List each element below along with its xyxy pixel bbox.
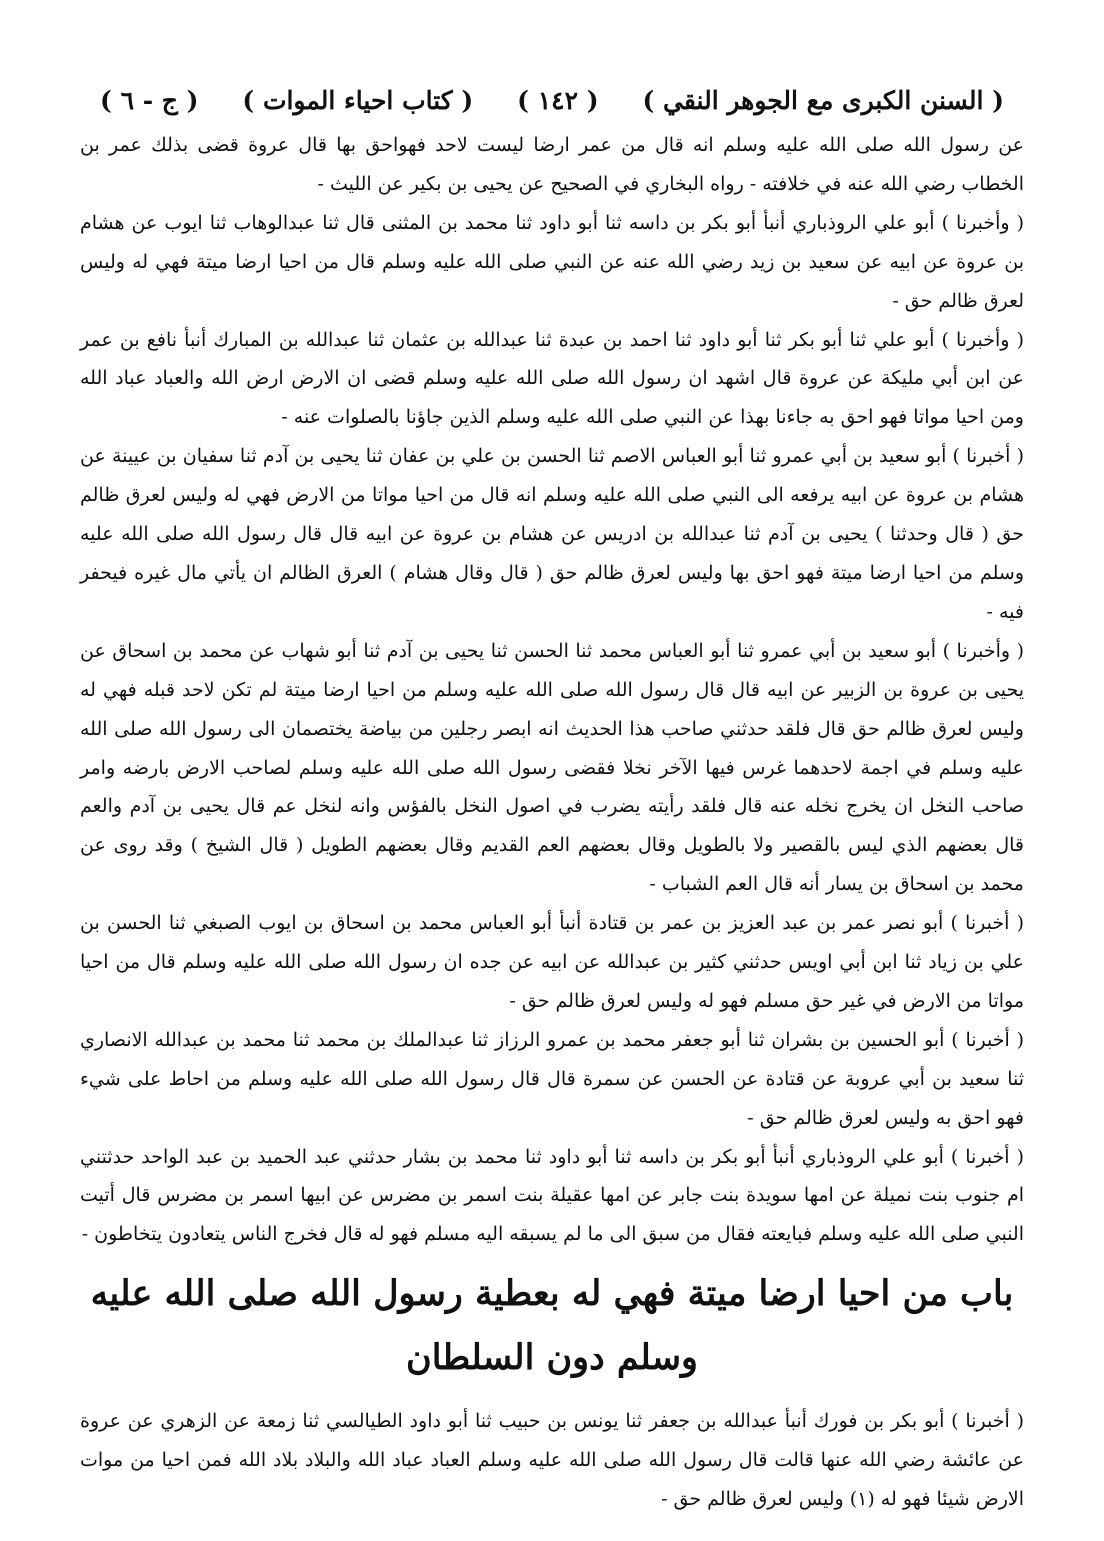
- paragraph: ( وأخبرنا ) أبو علي ثنا أبو بكر ثنا أبو داود ثنا احمد بن عبدة ثنا عبدالله بن عثمان ثنا عبدالله بن المبارك أنبأ نافع بن عمر عن ابن أبي مليكة عن عروة قال اشهد ان رسول الله صلى الله عليه وسلم قضى ان الارض ارض الله والعباد عباد الله ومن احيا مواتا فهو احق به جاءنا بهذا عن النبي صلى الله عليه وسلم الذين جاؤنا بالصلوات عنه -: [80, 328, 1024, 429]
- chapter-heading-line-2: وسلم دون السلطان: [406, 1337, 698, 1378]
- paragraph: ( أخبرنا ) أبو الحسين بن بشران ثنا أبو جعفر محمد بن عمرو الرزاز ثنا عبدالملك بن محمد ثنا محمد بن عبدالله الانصاري ثنا سعيد بن أبي عروبة عن قتادة عن الحسن عن سمرة قال قال رسول الله صلى الله عليه وسلم من احاط على شيء فهو احق به وليس لعرق ظالم حق -: [80, 1028, 1024, 1129]
- header-book-title: ( السنن الكبرى مع الجوهر النقي ): [642, 85, 1004, 115]
- paragraph: عن رسول الله صلى الله عليه وسلم انه قال من عمر ارضا ليست لاحد فهواحق بها قال عروة قضى بذلك عمر بن الخطاب رضي الله عنه في خلافته - رواه البخاري في الصحيح عن يحيى بن بكير عن الليث -: [80, 134, 1024, 195]
- body-text-upper: [80, 126, 1024, 1254]
- header-page-number: ( ١٤٢ ): [517, 85, 599, 115]
- paragraph: ( أخبرنا ) أبو نصر عمر بن عبد العزيز بن عمر بن قتادة أنبأ أبو العباس محمد بن اسحاق بن ايوب الصبغي ثنا الحسن بن علي بن زياد ثنا ابن أبي اويس حدثني كثير بن عبدالله عن ابيه عن جده ان رسول الله صلى الله عليه وسلم قال من احيا مواتا من الارض في غير حق مسلم فهو له وليس لعرق ظالم حق -: [80, 912, 1024, 1012]
- paragraph: ( وأخبرنا ) أبو سعيد بن أبي عمرو ثنا أبو العباس محمد ثنا الحسن ثنا يحيى بن آدم ثنا أبو شهاب عن محمد بن اسحاق عن يحيى بن عروة بن الزبير عن ابيه قال قال رسول الله صلى الله عليه وسلم من احيا ارضا ميتة لم تكن لاحد قبله فهي له وليس لعرق ظالم حق قال فلقد حدثني صاحب هذا الحديث انه ابصر رجلين من بياضة يختصمان الى رسول الله صلى الله عليه وسلم في اجمة لاحدهما غرس فيها الآخر نخلا فقضى رسول الله صلى الله عليه وسلم لصاحب الارض بارضه وامر صاحب النخل ان يخرج نخله عنه قال فلقد رأيته يضرب في اصول النخل بالفؤس وانه لنخل عم قال يحيى بن آدم والعم قال بعضهم الذي ليس بالقصير ولا بالطويل وقال بعضهم العم القديم وقال بعضهم الطويل ( قال الشيخ ) وقد روى عن محمد بن اسحاق بن يسار أنه قال العم الشباب -: [80, 639, 1024, 896]
- paragraph: ( أخبرنا ) أبو سعيد بن أبي عمرو ثنا أبو العباس الاصم ثنا الحسن بن علي بن عفان ثنا يحيى بن آدم ثنا سفيان بن عيينة عن هشام بن عروة عن ابيه يرفعه الى النبي صلى الله عليه وسلم انه قال من احيا مواتا من الارض فهي له وليس لعرق ظالم حق ( قال وحدثنا ) يحيى بن آدم ثنا عبدالله بن ادريس عن هشام بن عروة عن ابيه قال قال رسول الله صلى الله عليه وسلم من احيا ارضا ميتة فهو احق بها وليس لعرق ظالم حق ( قال وقال هشام ) العرق الظالم ان يأتي مال غيره فيحفر فيه -: [80, 445, 1024, 623]
- header-chapter: ( كتاب احياء الموات ): [242, 85, 474, 115]
- paragraph: ( أخبرنا ) أبو بكر بن فورك أنبأ عبدالله بن جعفر ثنا يونس بن حبيب ثنا أبو داود الطيالسي ثنا زمعة عن الزهري عن عروة عن عائشة رضي الله عنها قالت قال رسول الله صلى الله عليه وسلم العباد عباد الله والبلاد بلاد الله فمن احيا من موات الارض شيئا فهو له (١) وليس لعرق ظالم حق -: [80, 1410, 1024, 1510]
- paragraph: ( وأخبرنا ) أبو علي الروذباري أنبأ أبو بكر بن داسه ثنا أبو داود ثنا محمد بن المثنى قال ثنا عبدالوهاب ثنا ايوب عن هشام بن عروة عن ابيه عن سعيد بن زيد رضي الله عنه عن النبي صلى الله عليه وسلم قال من احيا ارضا ميتة فهي له وليس لعرق ظالم حق -: [80, 211, 1024, 312]
- body-text-lower: [80, 1402, 1024, 1519]
- paragraph: ( أخبرنا ) أبو علي الروذباري أنبأ أبو بكر بن داسه ثنا أبو داود ثنا محمد بن بشار حدثني عبد الحميد بن عبد الواحد حدثتني ام جنوب بنت نميلة عن امها سويدة بنت جابر عن امها عقيلة بنت اسمر بن مضرس عن ابيها اسمر بن مضرس قال أتيت النبي صلى الله عليه وسلم فبايعته فقال من سبق الى ما لم يسبقه اليه مسلم فهو له قال فخرج الناس يتعادون يتخاطون -: [80, 1145, 1024, 1246]
- header-volume: ( ج - ٦ ): [100, 85, 199, 115]
- running-header: [100, 78, 1004, 122]
- chapter-heading: [90, 1262, 1014, 1390]
- chapter-heading-line-1: باب من احيا ارضا ميتة فهي له بعطية رسول الله صلى الله عليه: [90, 1273, 1014, 1314]
